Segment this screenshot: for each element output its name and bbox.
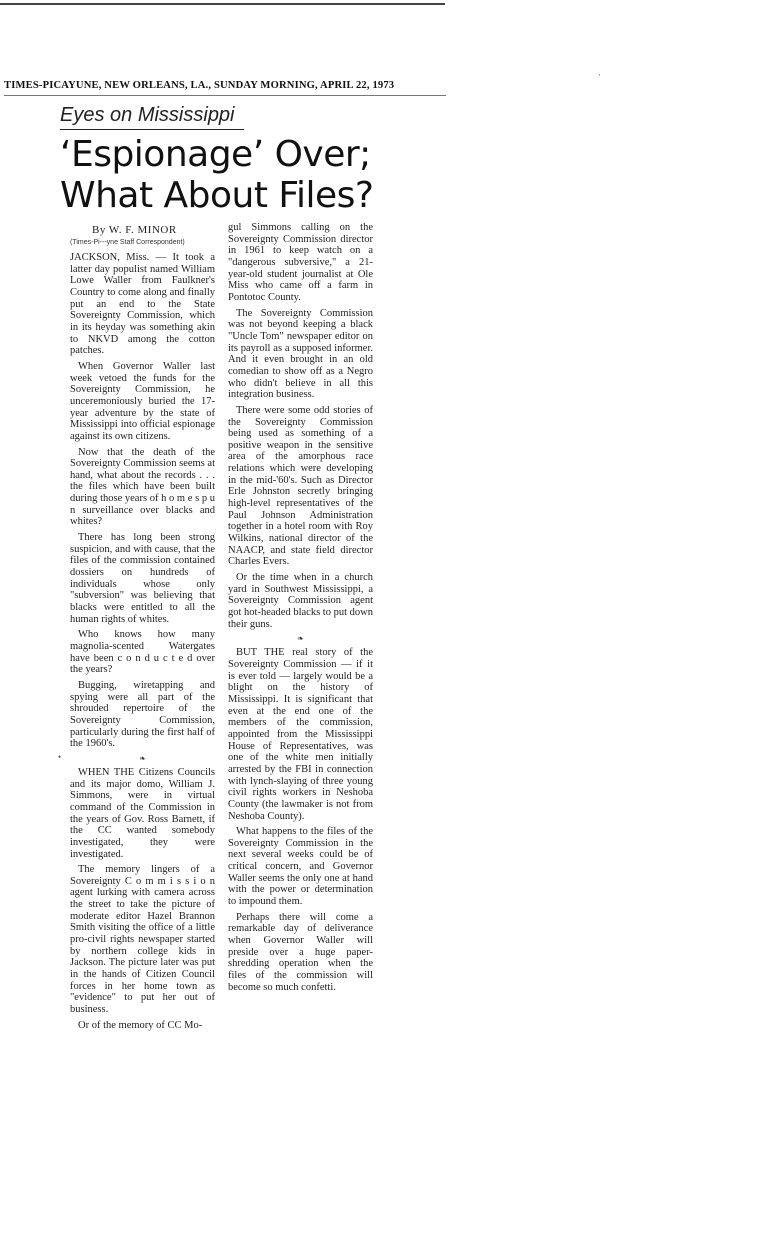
dateline-rule [4, 95, 446, 96]
paragraph: The Sovereignty Commission was not beyond keeping a black "Uncle Tom" newspaper editor on its payroll as a supposed informer. And it even brought in an old comedian to show off as a Negro who didn't believe in all this integration business. [228, 307, 373, 401]
paragraph: The memory lingers of a Sovereignty C o m m i s s i o n agent lurking with camera across the street to take the picture of moderate editor Hazel Brannon Smith visiting the office of a little pro-civil rights newspaper started by northern college kids in Jackson. The picture later was put in the hands of Citizen Council forces in her home town as "evidence" to put her out of business. [70, 864, 215, 1016]
paragraph: Now that the death of the Sovereignty Commission seems at hand, what about the records . . . the files which have been built during those years of h o m e s p u n surveillance over blacks and whites? [70, 446, 215, 528]
paragraph: When Governor Waller last week vetoed the funds for the Sovereignty Commission, he unceremoniously buried the 17-year adventure by the state of Mississippi into official espionage against its own citizens. [70, 360, 215, 442]
paragraph: There were some odd stories of the Sovereignty Commission being used as something of a positive weapon in the sensitive area of the amorphous race relations which were developing in the mid-'60's. Such as Director Erle Johnston secretly bringing high-level representatives of the Paul Johnson Administration together in a hotel room with Roy Wilkins, national director of the NAACP, and state field director Charles Evers. [228, 404, 373, 568]
speck-mark: ⋅ [598, 70, 602, 80]
paragraph: Or the time when in a church yard in Southwest Mississippi, a Sovereignty Commission agent got hot-headed blacks to put down their guns. [228, 572, 373, 630]
byline: By W. F. MINOR [92, 224, 177, 236]
paragraph: BUT THE real story of the Sovereignty Commission — if it is ever told — largely would be a blight on the history of Mississippi. It is significant that even at the end one of the members of the commission, appointed from the Mississippi House of Representatives, was one of the white men initially arrested by the FBI in connection with lynch-slaying of three young civil rights workers in Neshoba County (the lawmaker is not from Neshoba County). [228, 647, 373, 822]
article-column-1 [70, 252, 215, 1035]
top-rule [0, 3, 445, 5]
paragraph: Who knows how many magnolia-scented Watergates have been c o n d u c t e d over the years? [70, 629, 215, 676]
headline: ‘Espionage’ Over; What About Files? [60, 134, 374, 216]
paragraph: There has long been strong suspicion, and with cause, that the files of the commission contained dossiers on hundreds of individuals whose only "subversion" was believing that blacks were entitled to all the human rights of whites. [70, 532, 215, 625]
kicker-underline [60, 129, 244, 130]
section-dingbat: ❧ [139, 753, 146, 763]
margin-mark: • [58, 752, 62, 762]
paragraph: gul Simmons calling on the Sovereignty Commission director in 1961 to keep watch on a "dangerous subversive," a 21-year-old student journalist at Ole Miss who came off a farm in Pontotoc County. [228, 222, 373, 303]
paragraph: JACKSON, Miss. — It took a latter day populist named William Lowe Waller from Faulkner's Country to come along and finally put an end to the State Sovereignty Commission, which in its heyday was something akin to NKVD among the cotton patches. [70, 252, 215, 357]
byline-credit: (Times-Pi---yne Staff Correspondent) [70, 239, 185, 246]
newspaper-dateline: TIMES-PICAYUNE, NEW ORLEANS, LA., SUNDAY MORNING, APRIL 22, 1973 [4, 80, 395, 91]
paragraph: Or of the memory of CC Mo- [78, 1019, 203, 1031]
section-dingbat: ❧ [297, 634, 304, 644]
paragraph: Bugging, wiretapping and spying were all part of the shrouded repertoire of the Sovereignty Commission, particularly during the first half of the 1960's. [70, 679, 215, 750]
paragraph: What happens to the files of the Sovereignty Commission in the next several weeks could be of critical concern, and Governor Waller seems the only one at hand with the power or determination to impound them. [228, 826, 373, 908]
paragraph: Perhaps there will come a remarkable day of deliverance when Governor Waller will preside over a huge paper-shredding operation when the files of the commission will become so much confetti. [228, 911, 373, 993]
article-column-2 [228, 222, 373, 997]
paragraph: WHEN THE Citizens Councils and its major domo, William J. Simmons, were in virtual command of the Commission in the years of Gov. Ross Barnett, if the CC wanted somebody investigated, they were investigated. [70, 766, 215, 860]
column-kicker: Eyes on Mississippi [60, 104, 235, 126]
